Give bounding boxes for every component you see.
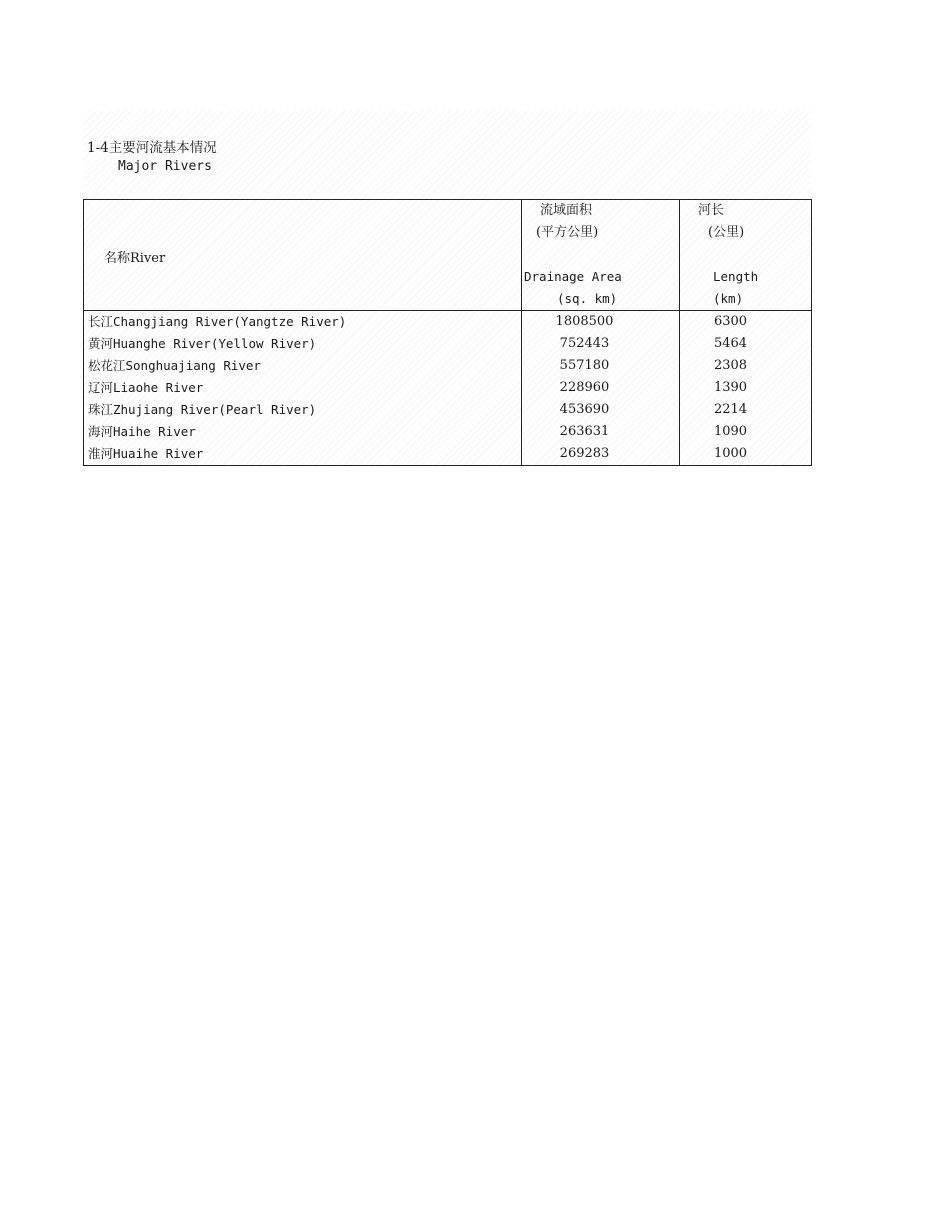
- rivers-table: [83, 199, 812, 466]
- header-area-cn: 流域面积: [540, 203, 593, 218]
- header-area-en-unit: (sq. km): [557, 291, 618, 306]
- header-name-cell: [84, 200, 522, 311]
- river-name: 黄河Huanghe River(Yellow River): [88, 336, 317, 351]
- header-area-cell: [522, 200, 680, 311]
- river-length: 1390: [680, 377, 812, 399]
- river-length: 6300: [680, 311, 812, 334]
- table-row: [84, 333, 812, 355]
- river-length: 5464: [680, 333, 812, 355]
- river-name: 淮河Huaihe River: [88, 446, 204, 461]
- header-area-en: Drainage Area: [524, 269, 622, 284]
- river-length: 2214: [680, 399, 812, 421]
- header-length-cell: [680, 200, 812, 311]
- header-name: 名称River: [104, 251, 166, 266]
- header-length-en-unit: (km): [713, 291, 744, 306]
- river-name: 松花江Songhuajiang River: [88, 358, 261, 373]
- river-name: 长江Changjiang River(Yangtze River): [88, 314, 347, 329]
- river-drainage-area: 228960: [522, 377, 680, 399]
- river-drainage-area: 752443: [522, 333, 680, 355]
- river-name: 辽河Liaohe River: [88, 380, 204, 395]
- table-row: [84, 311, 812, 334]
- river-drainage-area: 263631: [522, 421, 680, 443]
- river-drainage-area: 1808500: [522, 311, 680, 334]
- table-row: [84, 377, 812, 399]
- table-row: [84, 355, 812, 377]
- sheet-title-cn: 1-4主要河流基本情况: [87, 140, 217, 156]
- river-drainage-area: 557180: [522, 355, 680, 377]
- river-length: 2308: [680, 355, 812, 377]
- header-length-cn-unit: (公里): [708, 225, 745, 240]
- river-name: 珠江Zhujiang River(Pearl River): [88, 402, 317, 417]
- river-length: 1000: [680, 443, 812, 466]
- river-length: 1090: [680, 421, 812, 443]
- table-row: [84, 421, 812, 443]
- river-drainage-area: 453690: [522, 399, 680, 421]
- table-row: [84, 399, 812, 421]
- table-header-row: [84, 200, 812, 311]
- header-length-cn: 河长: [698, 203, 725, 218]
- river-drainage-area: 269283: [522, 443, 680, 466]
- sheet-title-en: Major Rivers: [118, 159, 212, 174]
- river-name: 海河Haihe River: [88, 424, 196, 439]
- header-length-en: Length: [713, 269, 759, 284]
- header-area-cn-unit: (平方公里): [536, 225, 599, 240]
- table-row: [84, 443, 812, 466]
